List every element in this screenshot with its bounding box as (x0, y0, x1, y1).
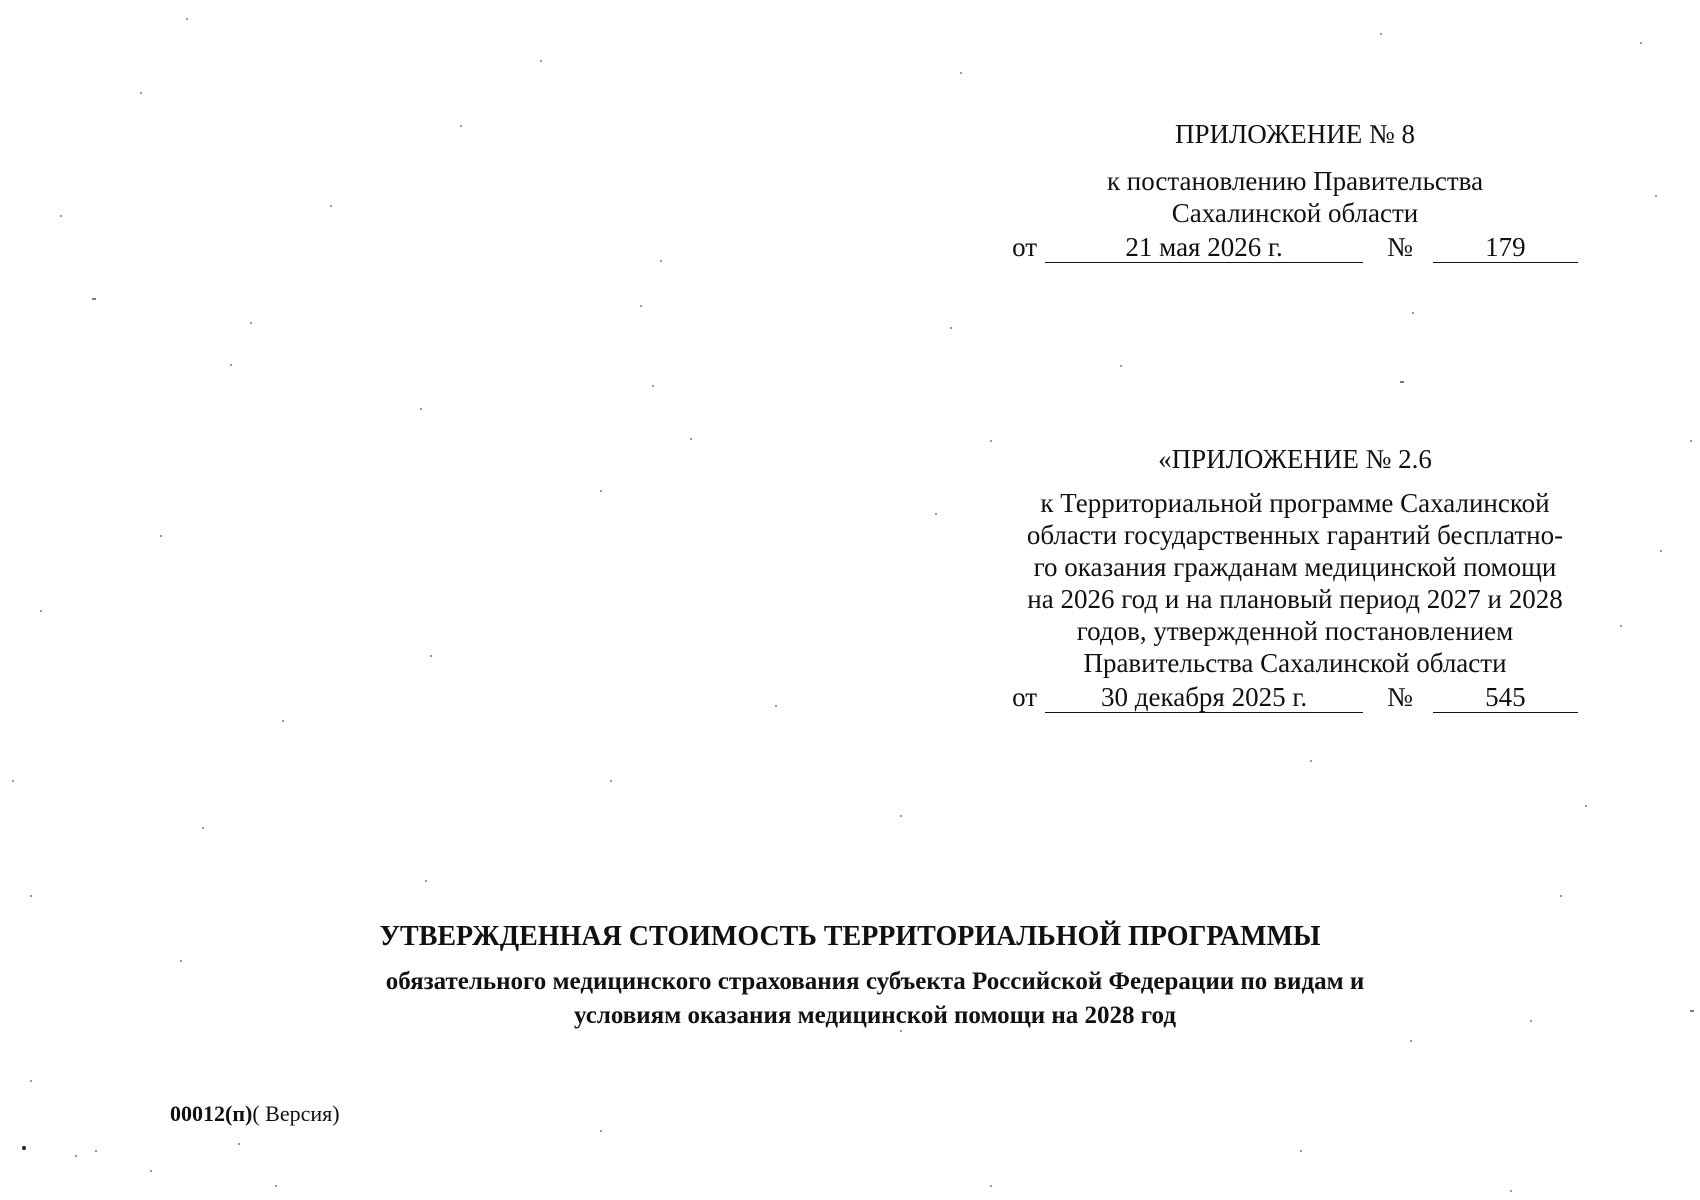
scan-speck (460, 125, 462, 127)
scan-speck (652, 385, 654, 387)
date-prefix: от (1012, 682, 1038, 712)
scan-speck (330, 205, 332, 207)
appendix-8-line-2: Сахалинской области (1171, 198, 1419, 228)
scan-speck (1560, 895, 1562, 897)
scan-speck (238, 1143, 240, 1145)
scan-speck (900, 815, 902, 817)
scan-speck (600, 1130, 602, 1132)
scan-speck (1120, 365, 1122, 367)
appendix-2-6-line: Правительства Сахалинской области (1083, 648, 1507, 678)
scan-speck (95, 1150, 97, 1152)
scan-speck (1380, 33, 1382, 35)
scan-speck (1400, 381, 1404, 383)
scan-speck (40, 610, 42, 612)
subtitle-line-1: обязательного медицинского страхования субъекта Российской Федерации по видам и (385, 968, 1365, 995)
appendix-2-6-number: 545 (1433, 682, 1578, 713)
scan-speck (900, 1030, 902, 1032)
scan-speck (775, 705, 777, 707)
scan-speck (990, 1185, 992, 1187)
version-label (170, 1100, 340, 1128)
scan-speck (990, 440, 992, 442)
scan-speck (425, 880, 427, 882)
scan-speck (950, 327, 952, 329)
document-title: УТВЕРЖДЕННАЯ СТОИМОСТЬ ТЕРРИТОРИАЛЬНОЙ ПРОГРАММЫ (379, 921, 1321, 952)
appendix-2-6-line: к Территориальной программе Сахалинской (1040, 488, 1550, 518)
scan-speck (660, 260, 662, 262)
scan-speck (420, 408, 422, 410)
appendix-2-6-block (1010, 443, 1580, 713)
document-subtitle (300, 965, 1450, 1033)
appendix-8-block (1010, 118, 1580, 263)
scan-speck (12, 780, 14, 782)
scan-speck (230, 364, 232, 366)
scan-speck (140, 92, 142, 94)
scan-speck (30, 895, 32, 897)
subtitle-line-2: условиям оказания медицинской помощи на 2028 год (574, 1002, 1176, 1029)
scan-speck (1620, 625, 1622, 627)
appendix-2-6-title: «ПРИЛОЖЕНИЕ № 2.6 (1158, 444, 1432, 474)
scan-speck (186, 18, 188, 20)
appendix-2-6-line: на 2026 год и на плановый период 2027 и 2028 (1027, 584, 1563, 614)
scan-speck (92, 298, 96, 300)
scan-speck (1655, 195, 1657, 197)
appendix-2-6-line: годов, утвержденной постановлением (1076, 616, 1514, 646)
scan-speck (1412, 312, 1414, 314)
appendix-8-date-line (1010, 229, 1580, 263)
scan-speck (960, 72, 962, 74)
scan-speck (540, 60, 542, 62)
appendix-8-number: 179 (1433, 232, 1578, 263)
appendix-8-title: ПРИЛОЖЕНИЕ № 8 (1174, 119, 1416, 149)
scan-speck (1690, 1010, 1694, 1012)
appendix-8-line-1: к постановлению Правительства (1106, 166, 1484, 196)
scan-speck (250, 322, 252, 324)
scan-speck (610, 780, 612, 782)
appendix-8-date: 21 мая 2026 г. (1045, 232, 1363, 263)
appendix-2-6-date-line (1010, 679, 1580, 713)
scan-speck (1690, 440, 1692, 442)
scan-speck (282, 720, 284, 722)
scan-speck (690, 438, 692, 440)
scan-speck (600, 490, 602, 492)
scan-speck (1410, 1040, 1412, 1042)
scan-speck (202, 827, 204, 829)
version-code: 00012(п) (170, 1101, 253, 1126)
scan-speck (430, 655, 432, 657)
scan-speck (640, 305, 642, 307)
scan-speck (1310, 760, 1312, 762)
scan-speck (1585, 805, 1587, 807)
date-prefix: от (1012, 232, 1038, 262)
scan-speck (60, 215, 62, 217)
appendix-2-6-date: 30 декабря 2025 г. (1045, 682, 1363, 713)
scan-speck (22, 1146, 26, 1150)
number-sign: № (1387, 232, 1413, 262)
scan-speck (935, 513, 937, 515)
scan-speck (1530, 1020, 1532, 1022)
version-text: ( Версия) (252, 1101, 340, 1126)
appendix-2-6-line: го оказания гражданам медицинской помощи (1033, 552, 1557, 582)
scan-speck (1660, 550, 1662, 552)
number-sign: № (1387, 682, 1413, 712)
appendix-2-6-line: области государственных гарантий бесплатно- (1026, 520, 1564, 550)
scan-speck (75, 1155, 77, 1157)
scan-speck (1300, 1150, 1302, 1152)
scan-speck (275, 1185, 277, 1187)
scan-speck (160, 535, 162, 537)
scan-speck (1640, 42, 1642, 44)
scan-speck (180, 960, 182, 962)
scan-speck (30, 1080, 32, 1082)
scan-speck (1510, 1190, 1512, 1192)
scan-speck (150, 1170, 152, 1172)
